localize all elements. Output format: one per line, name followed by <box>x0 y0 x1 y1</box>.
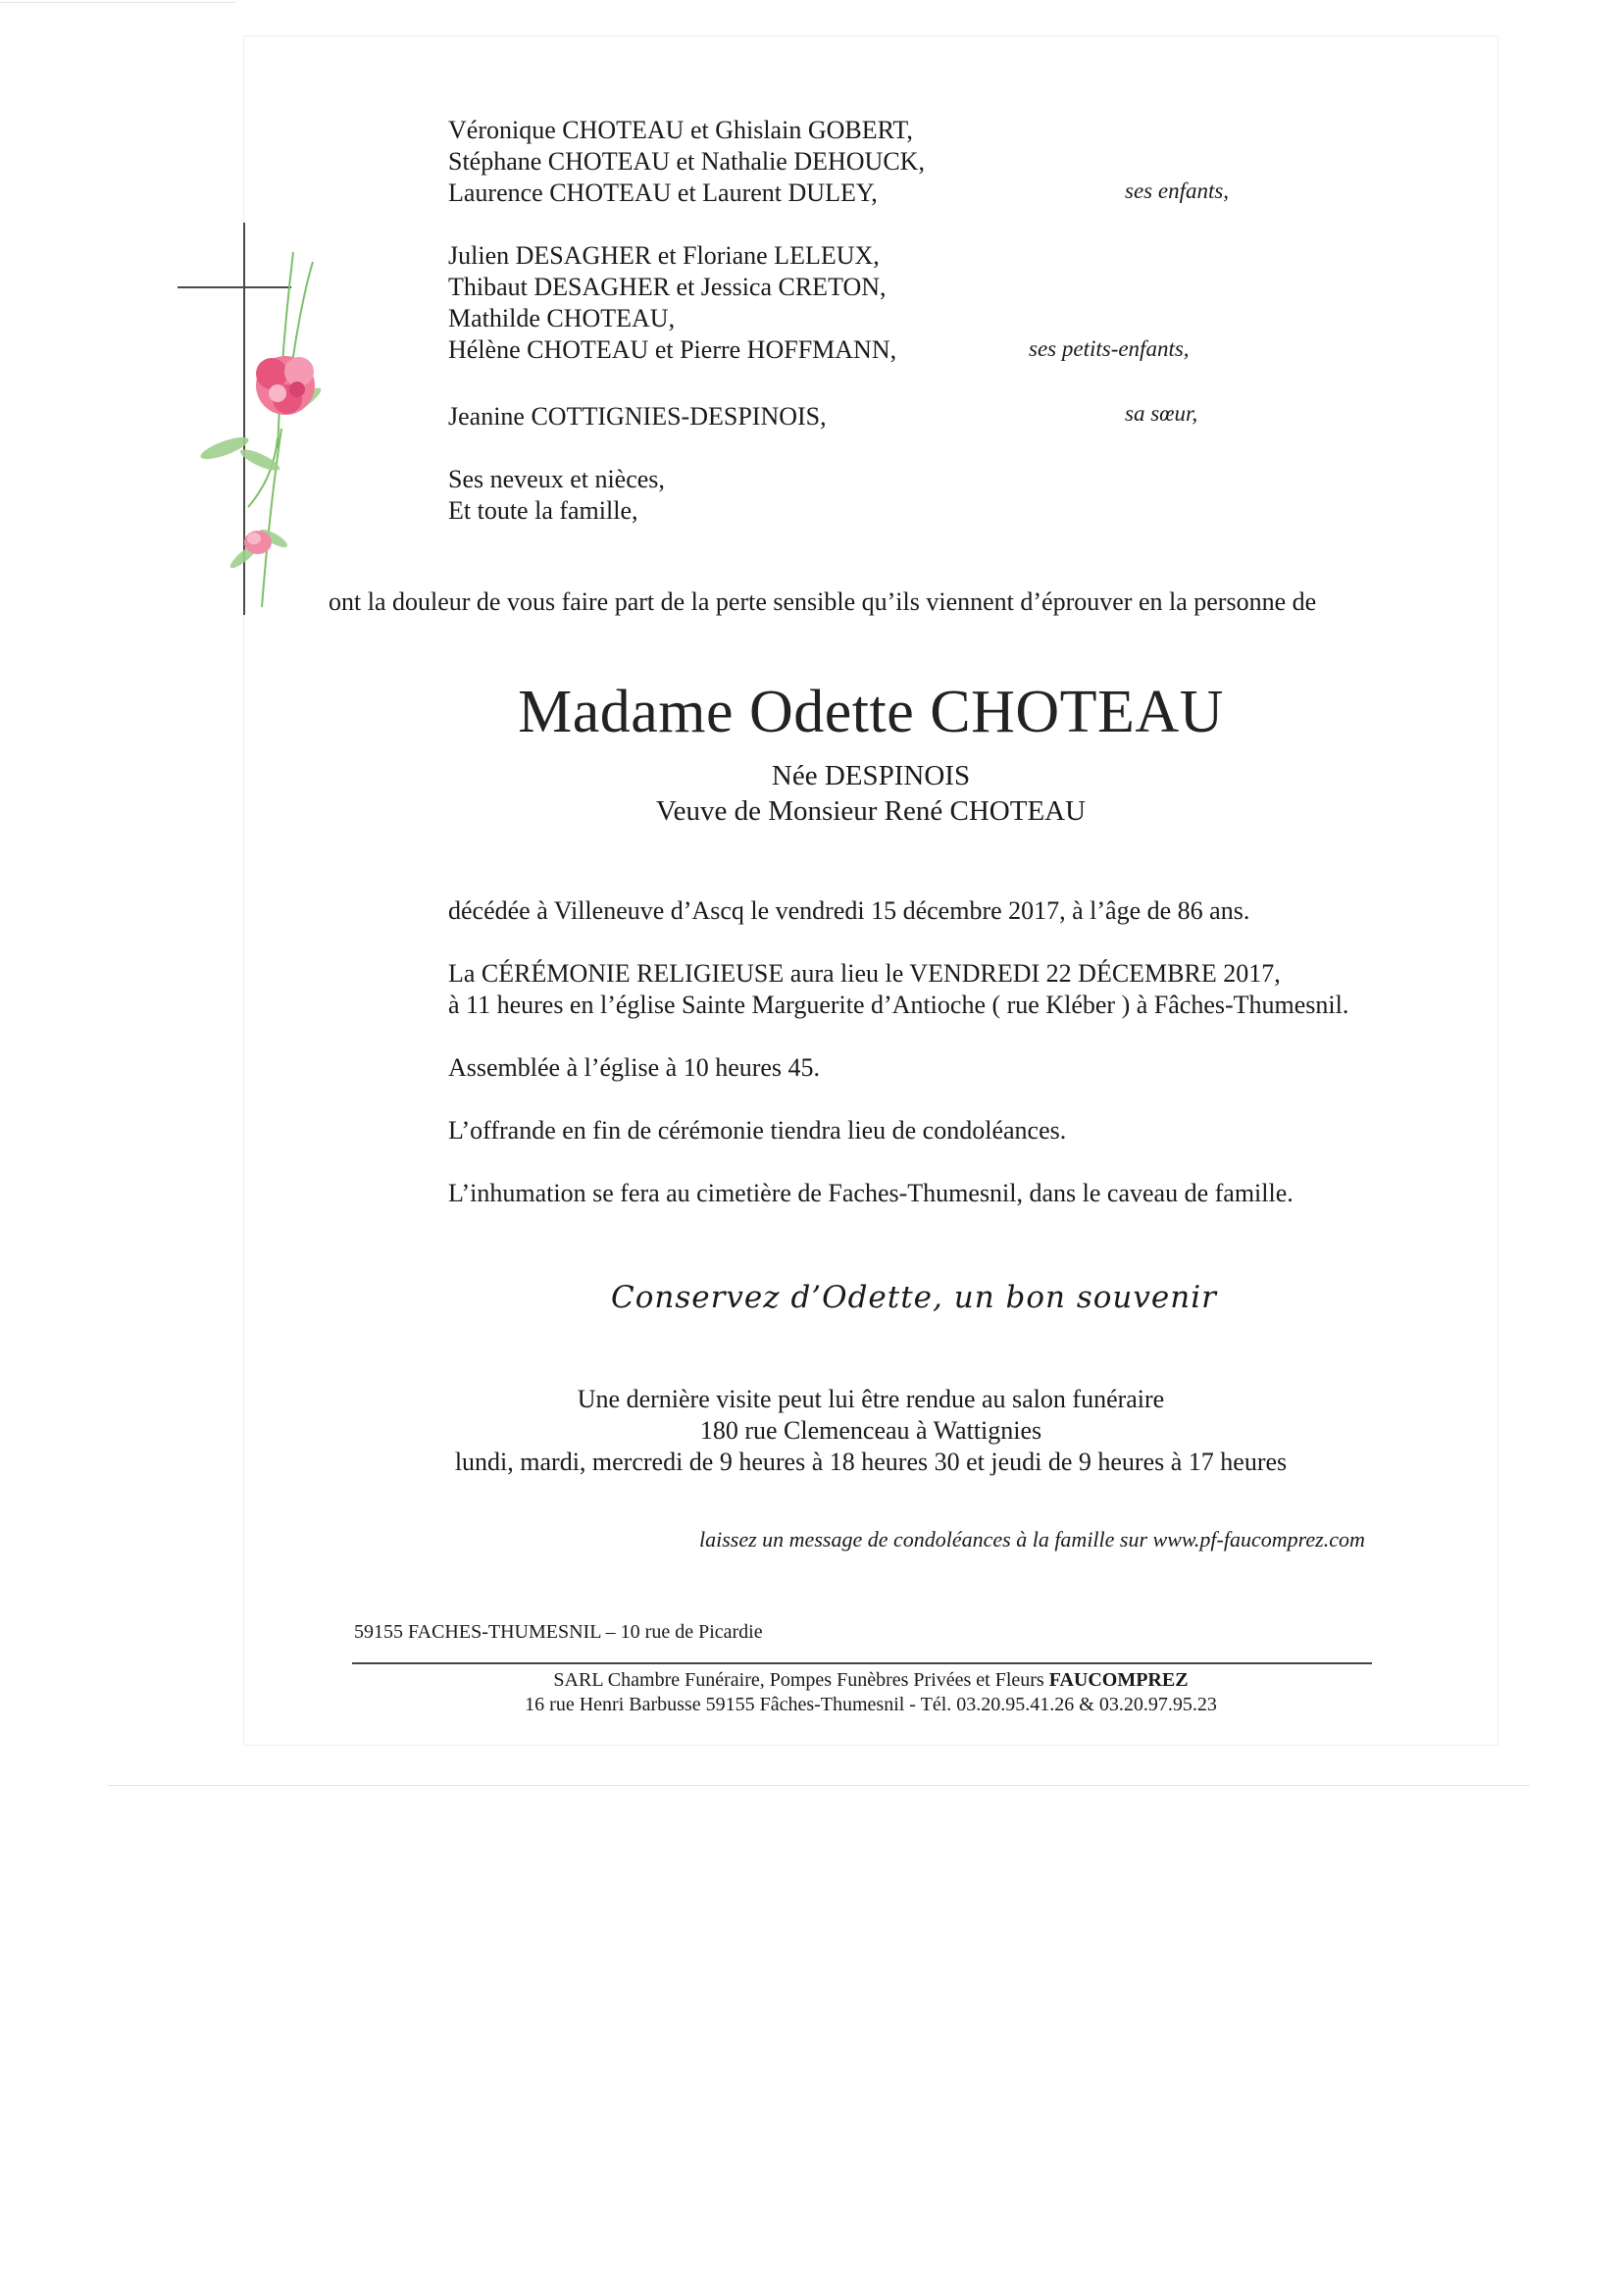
visit-info <box>244 1384 1497 1478</box>
keepsake-message: Conservez d’Odette, un bon souvenir <box>611 1280 1217 1315</box>
children-list <box>448 115 925 209</box>
condolences-link-text: laissez un message de condoléances à la famille sur www.pf-faucomprez.com <box>699 1527 1365 1552</box>
cross-and-flower-illustration <box>176 154 372 625</box>
flower-bud-icon <box>244 531 272 554</box>
sister-line: Jeanine COTTIGNIES-DESPINOIS, <box>448 402 827 431</box>
grandchildren-relation-label: ses petits-enfants, <box>1029 336 1190 361</box>
ceremony-line: La CÉRÉMONIE RELIGIEUSE aura lieu le VENDREDI 22 DÉCEMBRE 2017, <box>448 959 1281 988</box>
company-line <box>244 1668 1497 1693</box>
grandchildren-list <box>448 240 896 366</box>
child-line: Véronique CHOTEAU et Ghislain GOBERT, <box>448 116 913 144</box>
ceremony-line: à 11 heures en l’église Sainte Marguerite d’Antioche ( rue Kléber ) à Fâches-Thumesnil. <box>448 991 1349 1019</box>
deceased-name: Madame Odette CHOTEAU <box>518 679 1224 745</box>
child-line: Laurence CHOTEAU et Laurent DULEY, <box>448 178 878 207</box>
funeral-notice-sheet <box>243 35 1498 1746</box>
death-details: décédée à Villeneuve d’Ascq le vendredi 15 décembre 2017, à l’âge de 86 ans. <box>448 896 1250 925</box>
relatives-line: Ses neveux et nièces, <box>448 465 665 493</box>
scan-line-bottom <box>108 1785 1530 1786</box>
sister-relation-label: sa sœur, <box>1125 401 1198 426</box>
grandchild-line: Hélène CHOTEAU et Pierre HOFFMANN, <box>448 335 897 364</box>
company-name: FAUCOMPREZ <box>1048 1669 1189 1691</box>
burial-details: L’inhumation se fera au cimetière de Faches-Thumesnil, dans le caveau de famille. <box>448 1179 1294 1207</box>
grandchild-line: Thibaut DESAGHER et Jessica CRETON, <box>448 273 887 301</box>
company-contact: 16 rue Henri Barbusse 59155 Fâches-Thumesnil - Tél. 03.20.95.41.26 & 03.20.97.95.23 <box>525 1694 1217 1715</box>
child-line: Stéphane CHOTEAU et Nathalie DEHOUCK, <box>448 147 925 176</box>
ceremony-details <box>448 958 1348 1021</box>
children-relation-label: ses enfants, <box>1125 178 1230 203</box>
widow-of: Veuve de Monsieur René CHOTEAU <box>655 795 1087 827</box>
company-info <box>244 1668 1497 1717</box>
grandchild-line: Julien DESAGHER et Floriane LELEUX, <box>448 241 880 270</box>
scan-line-top <box>0 2 235 3</box>
visit-line: 180 rue Clemenceau à Wattignies <box>699 1416 1042 1445</box>
announcement-intro: ont la douleur de vous faire part de la perte sensible qu’ils viennent d’éprouver en la personne de <box>329 587 1317 616</box>
birth-name: Née DESPINOIS <box>771 760 971 791</box>
funeral-home-address: 59155 FACHES-THUMESNIL – 10 rue de Picardie <box>354 1621 763 1643</box>
cross-icon <box>178 223 291 615</box>
footer-divider <box>352 1662 1372 1664</box>
relatives-line: Et toute la famille, <box>448 496 638 525</box>
visit-line: Une dernière visite peut lui être rendue au salon funéraire <box>577 1385 1165 1413</box>
offering-details: L’offrande en fin de cérémonie tiendra lieu de condoléances. <box>448 1116 1067 1145</box>
visit-line: lundi, mardi, mercredi de 9 heures à 18 heures 30 et jeudi de 9 heures à 17 heures <box>454 1448 1288 1476</box>
carnation-flower-icon <box>256 356 315 415</box>
grandchild-line: Mathilde CHOTEAU, <box>448 304 676 332</box>
other-relatives <box>448 464 665 527</box>
assembly-details: Assemblée à l’église à 10 heures 45. <box>448 1053 821 1082</box>
company-description: SARL Chambre Funéraire, Pompes Funèbres Privées et Fleurs <box>553 1669 1044 1691</box>
